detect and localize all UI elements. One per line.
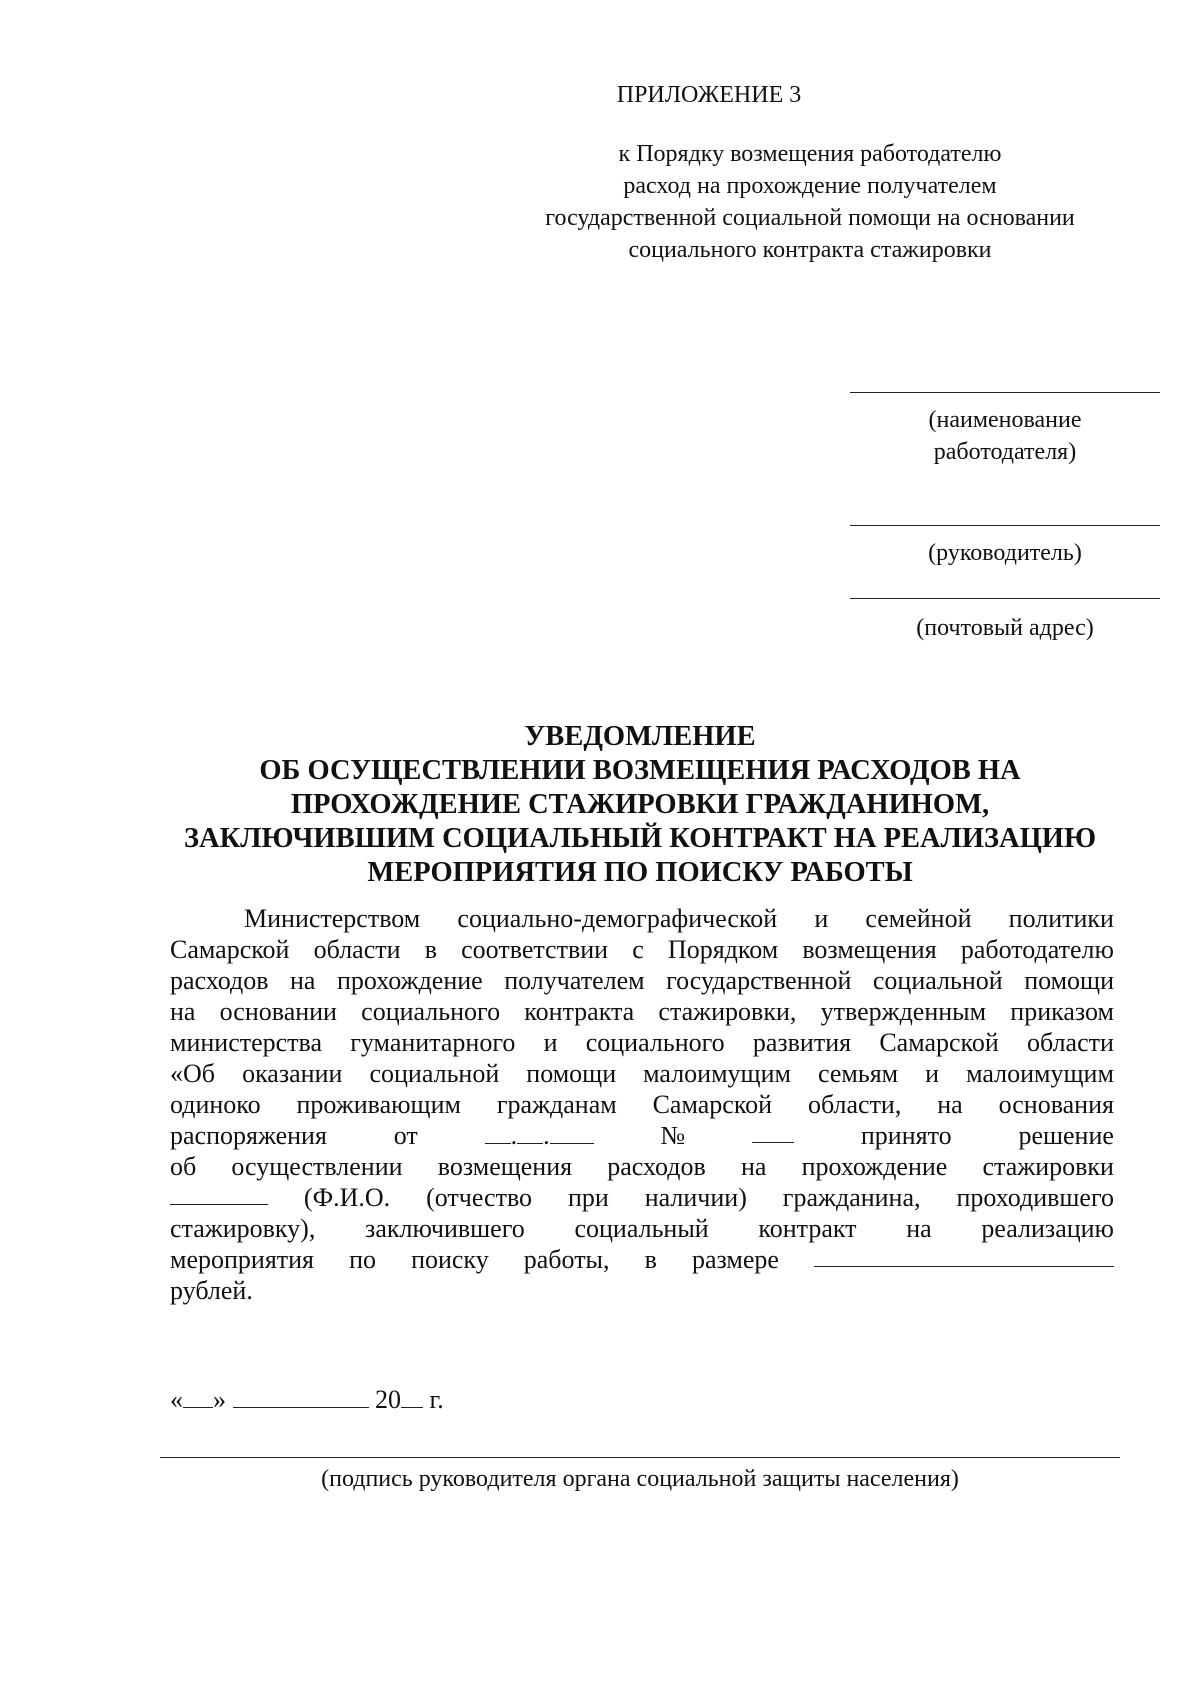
employer-name-caption: [850, 404, 1160, 468]
body-word: помощи: [1024, 966, 1114, 995]
body-word: об: [170, 1152, 197, 1181]
body-word: социально-демографической: [457, 904, 778, 933]
body-word: области: [1027, 1028, 1114, 1057]
body-word: семьям: [817, 1059, 899, 1088]
body-word: проживающим: [296, 1090, 461, 1119]
title-line: ПРОХОЖДЕНИЕ СТАЖИРОВКИ ГРАЖДАНИНОМ,: [290, 789, 990, 820]
body-line: [170, 1244, 1114, 1275]
year-blank[interactable]: [401, 1385, 423, 1408]
body-word: министерства: [170, 1028, 323, 1057]
year-suffix: г.: [429, 1385, 444, 1414]
body-word: стажировку),: [170, 1214, 316, 1243]
body-word: утвержденным: [820, 997, 987, 1026]
body-word: поиску: [411, 1245, 489, 1274]
order-date-field[interactable]: . .: [485, 1120, 594, 1151]
body-word: наличии): [644, 1183, 747, 1212]
body-word: реализацию: [981, 1214, 1114, 1243]
body-word: распоряжения: [170, 1121, 327, 1150]
body-word: на: [937, 1090, 963, 1119]
body-word: Самарской: [879, 1028, 999, 1057]
signature-caption: (подпись руководителя органа социальной защиты населения): [321, 1466, 959, 1492]
body-word: прохождение: [336, 966, 483, 995]
title-line: МЕРОПРИЯТИЯ ПО ПОИСКУ РАБОТЫ: [367, 857, 913, 888]
body-word: социальный: [574, 1214, 709, 1243]
body-word: на: [740, 1152, 767, 1181]
body-word: решение: [1018, 1121, 1114, 1150]
body-word: развития: [752, 1028, 852, 1057]
day-blank[interactable]: [183, 1385, 213, 1408]
year-prefix: 20: [375, 1385, 401, 1414]
body-word: заключившего: [365, 1214, 525, 1243]
signature-line[interactable]: [160, 1457, 1120, 1458]
body-word: социальной: [872, 966, 1003, 995]
body-line: [170, 1213, 1114, 1244]
body-word: приказом: [1010, 997, 1114, 1026]
body-word: от: [393, 1121, 418, 1150]
body-word: Самарской: [652, 1090, 773, 1119]
body-word: малоимущим: [643, 1059, 791, 1088]
trainee-name-blank[interactable]: [170, 1182, 268, 1205]
body-word: и: [814, 904, 829, 933]
notice-body: [170, 903, 1114, 1306]
body-line: [170, 1027, 1114, 1058]
body-word: контракта: [524, 997, 635, 1026]
body-word: социальной: [369, 1059, 500, 1088]
body-word: работодателю: [960, 935, 1114, 964]
date-open-quote: «: [170, 1385, 183, 1414]
body-word: основания: [998, 1090, 1114, 1119]
body-word: в: [424, 935, 437, 964]
body-word: Министерством: [244, 904, 421, 933]
body-line: [170, 1275, 1114, 1306]
appendix-ref-line: к Порядку возмещения работодателю: [618, 141, 1002, 167]
body-word: в: [644, 1245, 657, 1274]
amount-blank[interactable]: [814, 1244, 1114, 1267]
title-line: УВЕДОМЛЕНИЕ: [524, 721, 756, 752]
order-number-blank[interactable]: [752, 1120, 794, 1143]
body-word: (отчество: [426, 1183, 533, 1212]
body-word: и: [925, 1059, 940, 1088]
body-word: прохождение: [801, 1152, 948, 1181]
appendix-ref-line: государственной социальной помощи на основании: [545, 205, 1075, 231]
body-word: Самарской: [170, 935, 290, 964]
body-word: соответствии: [461, 935, 609, 964]
body-line: [170, 1151, 1114, 1182]
postal-address-caption: (почтовый адрес): [916, 615, 1094, 641]
body-word: малоимущим: [966, 1059, 1114, 1088]
body-word: возмещения: [802, 935, 937, 964]
body-line: [170, 1058, 1114, 1089]
body-word: стажировки,: [658, 997, 797, 1026]
date-field[interactable]: [170, 1385, 444, 1415]
body-word: при: [567, 1183, 609, 1212]
body-word: оказании: [242, 1059, 343, 1088]
employer-name-caption-line: работодателя): [933, 439, 1077, 465]
body-word: возмещения: [437, 1152, 573, 1181]
body-line: [170, 1182, 1114, 1213]
employer-name-caption-line: (наименование: [928, 407, 1082, 433]
body-word: гражданам: [496, 1090, 617, 1119]
body-word: размере: [691, 1245, 779, 1274]
document-title: [110, 720, 1170, 890]
body-word: области,: [807, 1090, 902, 1119]
body-word: расходов: [607, 1152, 706, 1181]
body-word: на: [170, 997, 196, 1026]
body-word: гуманитарного: [350, 1028, 516, 1057]
body-word: (Ф.И.О.: [303, 1183, 391, 1212]
body-line: [170, 996, 1114, 1027]
body-word: помощи: [526, 1059, 617, 1088]
head-line: [850, 525, 1160, 526]
body-word: рублей.: [170, 1276, 253, 1305]
body-word: одиноко: [170, 1090, 261, 1119]
title-line: ОБ ОСУЩЕСТВЛЕНИИ ВОЗМЕЩЕНИЯ РАСХОДОВ НА: [259, 755, 1021, 786]
body-word: стажировки: [982, 1152, 1114, 1181]
title-line: ЗАКЛЮЧИВШИМ СОЦИАЛЬНЫЙ КОНТРАКТ НА РЕАЛИЗАЦИЮ: [183, 823, 1097, 854]
body-word: гражданина,: [782, 1183, 921, 1212]
body-word: и: [543, 1028, 558, 1057]
body-word: социального: [361, 997, 501, 1026]
body-word: на: [290, 966, 316, 995]
body-word: государственной: [666, 966, 852, 995]
postal-address-line: [850, 598, 1160, 599]
employer-name-line: [850, 392, 1160, 393]
body-line: [170, 903, 1114, 934]
body-word: политики: [1008, 904, 1114, 933]
month-blank[interactable]: [233, 1385, 369, 1408]
body-word: социального: [585, 1028, 725, 1057]
body-word: контракт: [758, 1214, 857, 1243]
body-word: основании: [219, 997, 337, 1026]
body-word: проходившего: [956, 1183, 1114, 1212]
body-line: [170, 934, 1114, 965]
body-word: работы,: [523, 1245, 610, 1274]
body-line: [170, 965, 1114, 996]
appendix-reference: [520, 138, 1100, 266]
order-number-field[interactable]: №: [660, 1121, 686, 1150]
body-word: принято: [860, 1121, 952, 1150]
body-word: семейной: [865, 904, 972, 933]
body-word: области: [313, 935, 401, 964]
appendix-title: ПРИЛОЖЕНИЕ 3: [616, 82, 802, 108]
appendix-ref-line: расход на прохождение получателем: [623, 173, 997, 199]
body-word: мероприятия: [170, 1245, 315, 1274]
head-caption: (руководитель): [928, 540, 1082, 566]
body-word: расходов: [170, 966, 269, 995]
body-word: Порядком: [667, 935, 779, 964]
body-word: с: [632, 935, 644, 964]
body-word: по: [349, 1245, 376, 1274]
body-word: на: [906, 1214, 932, 1243]
date-close-quote: »: [213, 1385, 226, 1414]
body-word: осуществлении: [231, 1152, 403, 1181]
appendix-ref-line: социального контракта стажировки: [628, 237, 992, 263]
body-line: [170, 1089, 1114, 1120]
body-word: получателем: [504, 966, 645, 995]
body-word: «Об: [170, 1059, 216, 1088]
body-line: [170, 1120, 1114, 1151]
